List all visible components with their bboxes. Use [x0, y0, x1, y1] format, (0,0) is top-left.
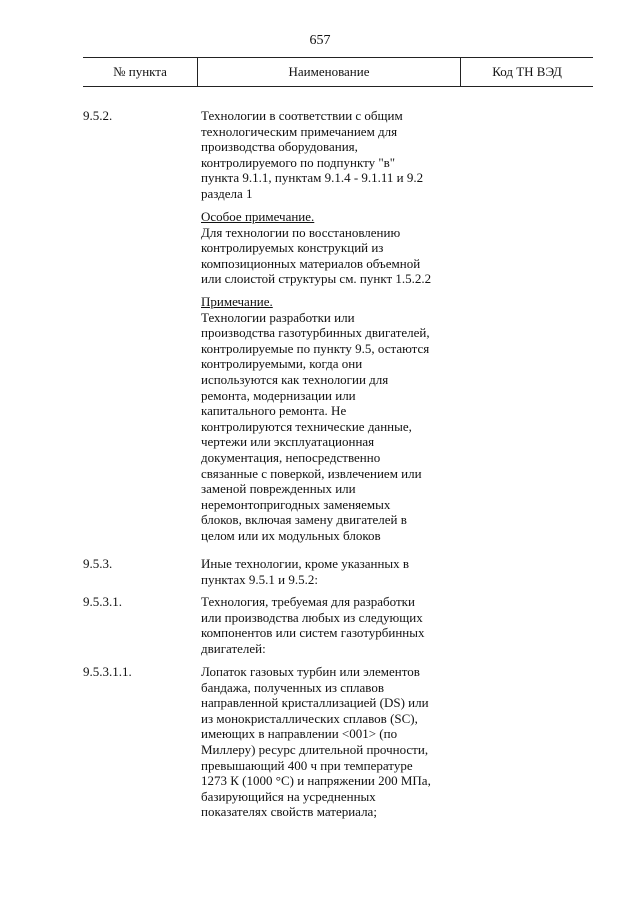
item-number: 9.5.3.1.: [83, 594, 122, 609]
text-line: документация, непосредственно: [201, 449, 381, 465]
text-line: компонентов или систем газотурбинных: [201, 625, 425, 641]
text-line: контролируемых конструкций из: [201, 240, 384, 256]
text-line: Технология, требуемая для разработки: [201, 594, 415, 609]
text-line: Технологии в соответствии с общим: [201, 108, 403, 123]
text-line: или производства любых из следующих: [201, 609, 423, 625]
text-line: связанные с поверкой, извлечением или: [201, 465, 422, 481]
header-tn-ved-code: Код ТН ВЭД: [492, 64, 562, 79]
text-line: производства оборудования,: [201, 139, 358, 155]
text-line: производства газотурбинных двигателей,: [201, 325, 430, 341]
special-note: [201, 209, 461, 287]
text-line: раздела 1: [201, 185, 253, 201]
text-line: пунктах 9.5.1 и 9.5.2:: [201, 571, 318, 587]
text-line: Миллеру) ресурс длительной прочности,: [201, 741, 429, 757]
item-text: [201, 108, 461, 202]
text-line: 1273 К (1000 °C) и напряжении 200 МПа,: [201, 773, 431, 789]
text-line: чертежи или эксплуатационная: [201, 434, 375, 450]
text-line: контролируемые по пункту 9.5, остаются: [201, 340, 430, 356]
text-line: пункта 9.1.1, пунктам 9.1.4 - 9.1.11 и 9.2: [201, 170, 424, 186]
header-name: Наименование: [198, 58, 461, 86]
text-line: технологическим примечанием для: [201, 123, 398, 139]
text-line: бандажа, полученных из сплавов: [201, 679, 384, 695]
text-line: показателях свойств материала;: [201, 804, 377, 820]
text-line: неремонтопригодных заменяемых: [201, 496, 391, 512]
text-line: базирующийся на усредненных: [201, 788, 376, 804]
text-line: капитального ремонта. Не: [201, 403, 347, 419]
text-line: или слоистой структуры см. пункт 1.5.2.2: [201, 271, 432, 287]
text-line: Иные технологии, кроме указанных в: [201, 556, 410, 571]
text-line: Технологии разработки или: [201, 309, 355, 325]
text-line: Для технологии по восстановлению: [201, 224, 401, 240]
text-line: ремонта, модернизации или: [201, 387, 356, 403]
text-line: контролируются технические данные,: [201, 418, 412, 434]
text-line: из монокристаллических сплавов (SC),: [201, 710, 418, 726]
note-heading: Примечание.: [201, 294, 273, 309]
note: [201, 294, 461, 544]
text-line: целом или их модульных блоков: [201, 527, 381, 543]
text-line: превышающий 400 ч при температуре: [201, 757, 413, 773]
item-text: [201, 594, 461, 656]
text-line: заменой поврежденных или: [201, 481, 356, 497]
text-line: композиционных материалов объемной: [201, 255, 421, 271]
item-text: [201, 664, 461, 820]
text-line: контролируемого по подпункту "в": [201, 154, 396, 170]
text-line: используются как технологии для: [201, 371, 389, 387]
item-number: 9.5.2.: [83, 108, 113, 123]
text-line: блоков, включая замену двигателей в: [201, 512, 407, 528]
table-header: [83, 57, 593, 87]
item-text: [201, 556, 461, 587]
text-line: контролируемыми, когда они: [201, 356, 363, 372]
page-number: 657: [309, 33, 331, 48]
note-heading: Особое примечание.: [201, 209, 315, 224]
text-line: двигателей:: [201, 640, 266, 656]
text-line: имеющих в направлении <001> (по: [201, 726, 398, 742]
text-line: направленной кристаллизацией (DS) или: [201, 695, 429, 711]
item-number: 9.5.3.1.1.: [83, 664, 132, 679]
text-line: Лопаток газовых турбин или элементов: [201, 664, 420, 679]
item-number: 9.5.3.: [83, 556, 113, 571]
header-item-number: № пункта: [83, 58, 198, 86]
